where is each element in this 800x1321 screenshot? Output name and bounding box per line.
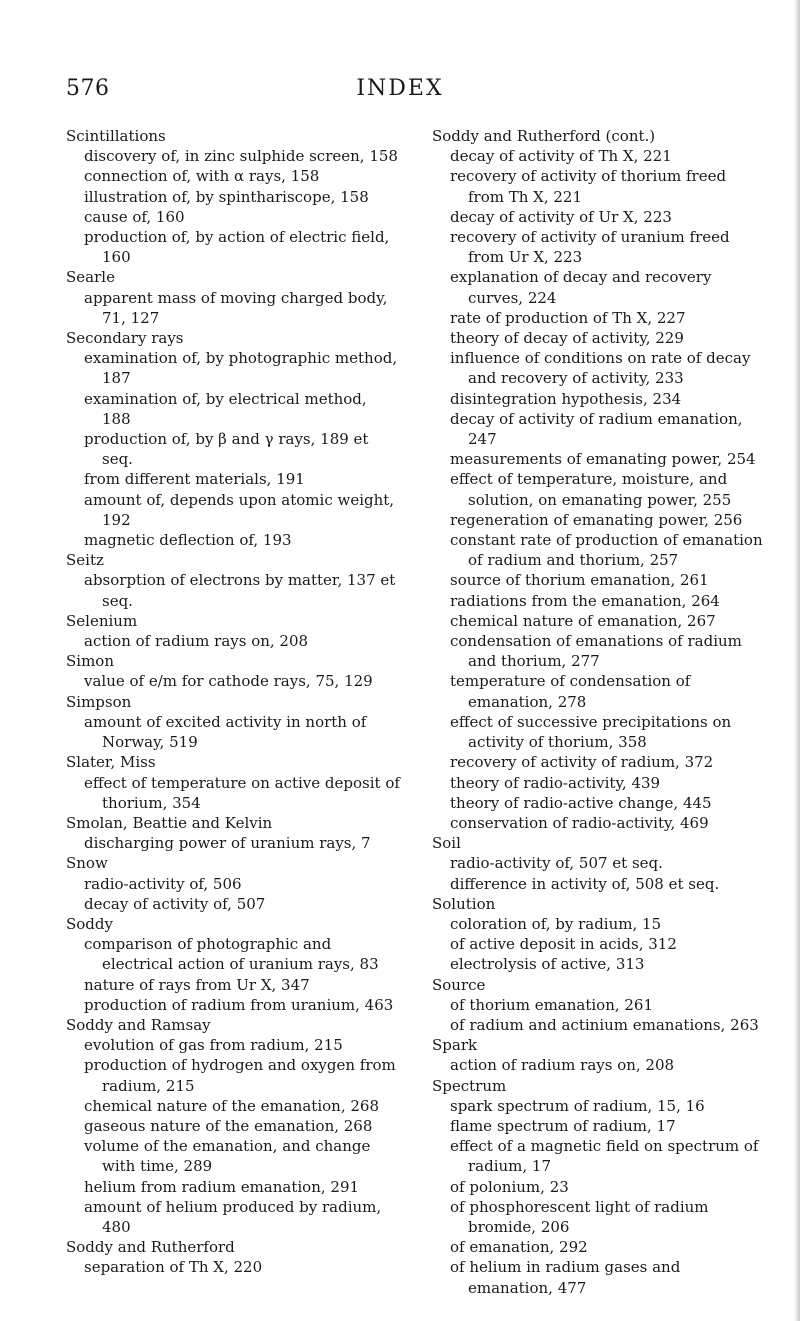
index-subentry: influence of conditions on rate of decay and recovery of activity, 233 bbox=[450, 349, 751, 388]
index-subentry: theory of radio-activity, 439 bbox=[450, 773, 661, 792]
index-subentry: electrolysis of active, 313 bbox=[450, 955, 645, 974]
index-subentry: comparison of photographic and electrical action of uranium rays, 83 bbox=[84, 935, 379, 974]
index-subentry: regeneration of emanating power, 256 bbox=[450, 510, 743, 529]
index-subentry: of polonium, 23 bbox=[450, 1177, 569, 1196]
index-heading: Spectrum bbox=[432, 1076, 507, 1095]
index-subentry: theory of decay of activity, 229 bbox=[450, 329, 684, 348]
index-subentry: effect of temperature, moisture, and solution, on emanating power, 255 bbox=[450, 470, 732, 509]
index-column-left bbox=[66, 126, 400, 1278]
index-subentry: chemical nature of emanation, 267 bbox=[450, 611, 716, 630]
index-subentry: production of, by action of electric field, 160 bbox=[84, 228, 390, 267]
index-subentry: of active deposit in acids, 312 bbox=[450, 935, 677, 954]
index-subentry: discharging power of uranium rays, 7 bbox=[84, 834, 371, 853]
index-subentry: of emanation, 292 bbox=[450, 1238, 588, 1257]
index-subentry: temperature of condensation of emanation, 278 bbox=[450, 672, 691, 711]
index-heading: Seitz bbox=[66, 551, 104, 570]
index-subentry: volume of the emanation, and change with time, 289 bbox=[84, 1137, 371, 1176]
index-subentry: cause of, 160 bbox=[84, 207, 185, 226]
index-subentry: separation of Th X, 220 bbox=[84, 1258, 263, 1277]
index-subentry: action of radium rays on, 208 bbox=[450, 1056, 675, 1075]
index-subentry: of radium and actinium emanations, 263 bbox=[450, 1015, 759, 1034]
index-subentry: value of e/m for cathode rays, 75, 129 bbox=[84, 672, 373, 691]
index-subentry: recovery of activity of thorium freed from Th X, 221 bbox=[450, 167, 727, 206]
index-subentry: effect of temperature on active deposit of thorium, 354 bbox=[84, 773, 400, 812]
index-subentry: apparent mass of moving charged body, 71, 127 bbox=[84, 288, 388, 327]
index-heading: Selenium bbox=[66, 611, 138, 630]
index-heading: Source bbox=[432, 975, 486, 994]
index-subentry: source of thorium emanation, 261 bbox=[450, 571, 709, 590]
index-subentry: connection of, with α rays, 158 bbox=[84, 167, 320, 186]
index-subentry: production of hydrogen and oxygen from radium, 215 bbox=[84, 1056, 396, 1095]
index-subentry: difference in activity of, 508 et seq. bbox=[450, 874, 720, 893]
index-subentry: explanation of decay and recovery curves, 224 bbox=[450, 268, 712, 307]
index-heading: Scintillations bbox=[66, 127, 166, 145]
index-heading: Soil bbox=[432, 834, 461, 853]
index-column-right bbox=[432, 126, 766, 1298]
index-subentry: decay of activity of radium emanation, 247 bbox=[450, 409, 743, 449]
index-heading: Soddy and Rutherford bbox=[66, 1238, 235, 1257]
index-subentry: gaseous nature of the emanation, 268 bbox=[84, 1116, 373, 1135]
page-edge-shadow bbox=[794, 0, 800, 1321]
index-subentry: evolution of gas from radium, 215 bbox=[84, 1036, 343, 1055]
page-title: INDEX bbox=[356, 76, 444, 101]
index-heading: Soddy bbox=[66, 914, 113, 933]
index-heading: Snow bbox=[66, 854, 108, 873]
index-subentry: amount of, depends upon atomic weight, 192 bbox=[84, 490, 395, 529]
index-subentry: production of radium from uranium, 463 bbox=[84, 995, 394, 1014]
index-subentry: radiations from the emanation, 264 bbox=[450, 591, 720, 610]
index-heading: Soddy and Rutherford (cont.) bbox=[432, 127, 656, 145]
index-heading: Secondary rays bbox=[66, 329, 184, 348]
index-subentry: amount of helium produced by radium, 480 bbox=[84, 1197, 382, 1236]
index-subentry: coloration of, by radium, 15 bbox=[450, 914, 662, 933]
index-subentry: examination of, by electrical method, 188 bbox=[84, 389, 367, 428]
page-number: 576 bbox=[66, 76, 110, 101]
index-subentry: flame spectrum of radium, 17 bbox=[450, 1116, 676, 1135]
index-subentry: condensation of emanations of radium and thorium, 277 bbox=[450, 632, 742, 671]
index-subentry: amount of excited activity in north of Norway, 519 bbox=[84, 712, 367, 752]
index-heading: Spark bbox=[432, 1036, 478, 1055]
index-heading: Simpson bbox=[66, 692, 132, 711]
index-subentry: examination of, by photographic method, 187 bbox=[84, 349, 398, 388]
index-subentry: of helium in radium gases and emanation, 477 bbox=[450, 1258, 681, 1297]
index-subentry: illustration of, by spinthariscope, 158 bbox=[84, 187, 369, 206]
index-subentry: from different materials, 191 bbox=[84, 470, 305, 489]
index-subentry: theory of radio-active change, 445 bbox=[450, 793, 712, 812]
index-subentry: rate of production of Th X, 227 bbox=[450, 308, 686, 327]
index-subentry: absorption of electrons by matter, 137 et seq. bbox=[84, 571, 396, 610]
index-subentry: recovery of activity of radium, 372 bbox=[450, 753, 714, 772]
index-subentry: constant rate of production of emanation of radium and thorium, 257 bbox=[450, 531, 763, 570]
index-subentry: effect of successive precipitations on activity of thorium, 358 bbox=[450, 712, 732, 752]
index-heading: Searle bbox=[66, 268, 115, 287]
index-subentry: discovery of, in zinc sulphide screen, 158 bbox=[84, 147, 398, 166]
index-subentry: production of, by β and γ rays, 189 et seq. bbox=[84, 430, 369, 469]
index-heading: Solution bbox=[432, 894, 496, 913]
index-subentry: disintegration hypothesis, 234 bbox=[450, 389, 682, 408]
index-subentry: decay of activity of Ur X, 223 bbox=[450, 207, 672, 226]
index-subentry: radio-activity of, 506 bbox=[84, 874, 242, 893]
index-subentry: helium from radium emanation, 291 bbox=[84, 1177, 360, 1196]
index-heading: Simon bbox=[66, 652, 114, 671]
index-subentry: spark spectrum of radium, 15, 16 bbox=[450, 1096, 705, 1115]
index-heading: Smolan, Beattie and Kelvin bbox=[66, 813, 273, 832]
index-subentry: action of radium rays on, 208 bbox=[84, 632, 309, 651]
index-subentry: radio-activity of, 507 et seq. bbox=[450, 854, 663, 873]
index-subentry: of phosphorescent light of radium bromide, 206 bbox=[450, 1197, 709, 1236]
index-subentry: decay of activity of Th X, 221 bbox=[450, 147, 672, 166]
index-heading: Slater, Miss bbox=[66, 753, 156, 772]
index-subentry: nature of rays from Ur X, 347 bbox=[84, 975, 310, 994]
index-subentry: effect of a magnetic field on spectrum of radium, 17 bbox=[450, 1137, 759, 1176]
index-subentry: conservation of radio-activity, 469 bbox=[450, 813, 709, 832]
index-subentry: measurements of emanating power, 254 bbox=[450, 450, 756, 469]
index-subentry: chemical nature of the emanation, 268 bbox=[84, 1096, 379, 1115]
index-heading: Soddy and Ramsay bbox=[66, 1015, 211, 1034]
index-subentry: of thorium emanation, 261 bbox=[450, 995, 654, 1014]
index-subentry: magnetic deflection of, 193 bbox=[84, 531, 292, 550]
index-subentry: decay of activity of, 507 bbox=[84, 894, 266, 913]
index-subentry: recovery of activity of uranium freed from Ur X, 223 bbox=[450, 228, 730, 267]
